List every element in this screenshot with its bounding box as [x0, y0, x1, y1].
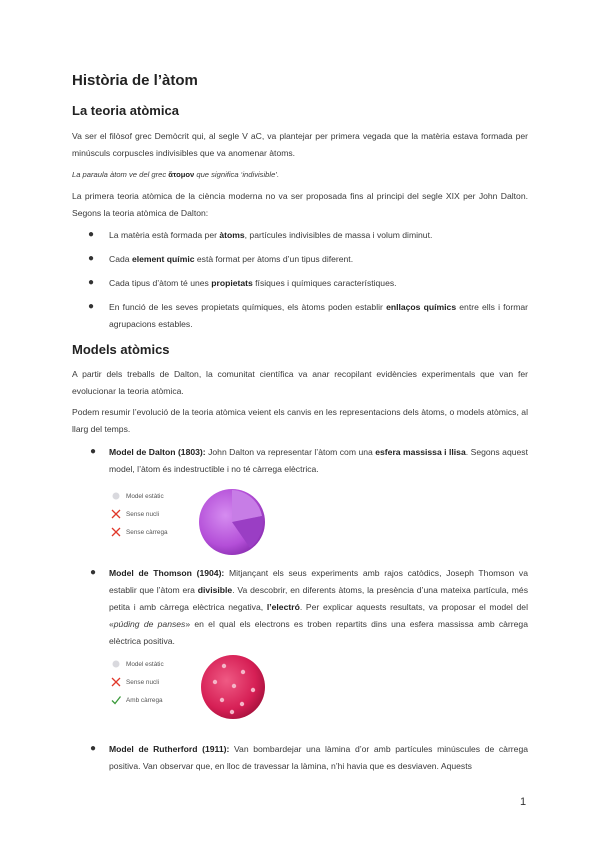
static-dot-icon: [110, 658, 122, 670]
paragraph-evolution: Podem resumir l’evolució de la teoria atòmica veient els canvis en les representacions dels àtoms, o models atòmics, al llarg del temps.: [72, 407, 528, 434]
paragraph-democritus: Va ser el filòsof grec Demòcrit qui, al segle V aC, va plantejar per primera vegada que la matèria estava formada per minúsculs corpuscles indivisibles que va anomenar àtoms.: [72, 131, 528, 158]
bullet-dot: ●: [88, 277, 95, 288]
cross-icon: [110, 508, 122, 520]
page-number: 1: [520, 796, 527, 808]
dalton-sphere-illustration: [196, 486, 268, 558]
cross-icon: [110, 526, 122, 538]
bullet-dot: ●: [88, 253, 95, 264]
check-icon: [110, 694, 122, 706]
bullet-dot: ●: [88, 301, 95, 312]
legend-label: Amb càrrega: [126, 696, 163, 704]
page-title: Història de l’àtom: [72, 72, 198, 89]
list-item: Cada element químic està format per àtoms d’un tipus diferent.: [109, 254, 354, 264]
static-dot-icon: [110, 490, 122, 502]
note-etymology: La paraula àtom ve del grec ἄτομον que significa ‘indivisible’.: [72, 170, 280, 179]
model-rutherford-text: Model de Rutherford (1911): Van bombardejar una làmina d’or amb partícules minúscules de càrrega positiva. Van observar que, en lloc de travessar la làmina, n’hi havia que es desviaven. Aquests: [109, 744, 529, 771]
legend-label: Sense nucli: [126, 510, 160, 518]
bullet-dot: ●: [90, 567, 97, 578]
bullet-dot: ●: [90, 446, 97, 457]
bullet-dot: ●: [88, 229, 95, 240]
model-dalton-text: Model de Dalton (1803): John Dalton va representar l’àtom com una esfera massissa i llisa. Segons aquest model, l’àtom és indestructible i no té càrrega elèctrica.: [109, 447, 528, 474]
section-heading-atomic-theory: La teoria atòmica: [72, 103, 179, 118]
list-item: Cada tipus d’àtom té unes propietats físiques i químiques característiques.: [109, 278, 397, 288]
thomson-legend: [110, 655, 164, 709]
list-item: En funció de les seves propietats químiques, els àtoms poden establir enllaços químics entre ells i formar agrupacions estables.: [109, 302, 529, 329]
legend-label: Sense càrrega: [126, 528, 168, 536]
legend-label: Model estàtic: [126, 660, 164, 668]
thomson-sphere-illustration: [198, 652, 268, 722]
legend-label: Model estàtic: [126, 492, 164, 500]
bullet-dot: ●: [90, 743, 97, 754]
cross-icon: [110, 676, 122, 688]
dalton-legend: [110, 487, 168, 541]
legend-label: Sense nucli: [126, 678, 160, 686]
section-heading-atomic-models: Models atòmics: [72, 342, 170, 357]
paragraph-dalton-intro: La primera teoria atòmica de la ciència moderna no va ser proposada fins al principi del segle XIX per John Dalton. Segons la teoria atòmica de Dalton:: [72, 191, 528, 218]
model-thomson-text: Model de Thomson (1904): Mitjançant els seus experiments amb rajos catòdics, Joseph Thomson va establir que l’àtom era divisible. Va descobrir, en diferents àtoms, la presència d’una mateixa partícula, més petita i amb càrrega elèctrica negativa, l’electró. Per explicar aquests resultats, va proposar el model del «púding de panses» en el qual els electrons es troben repartits dins una esfera massissa amb càrrega elèctrica positiva.: [109, 568, 529, 646]
list-item: La matèria està formada per àtoms, partícules indivisibles de massa i volum diminut.: [109, 230, 433, 240]
paragraph-evidence: A partir dels treballs de Dalton, la comunitat científica va anar recopilant evidències experimentals que van fer evolucionar la teoria atòmica.: [72, 369, 528, 396]
